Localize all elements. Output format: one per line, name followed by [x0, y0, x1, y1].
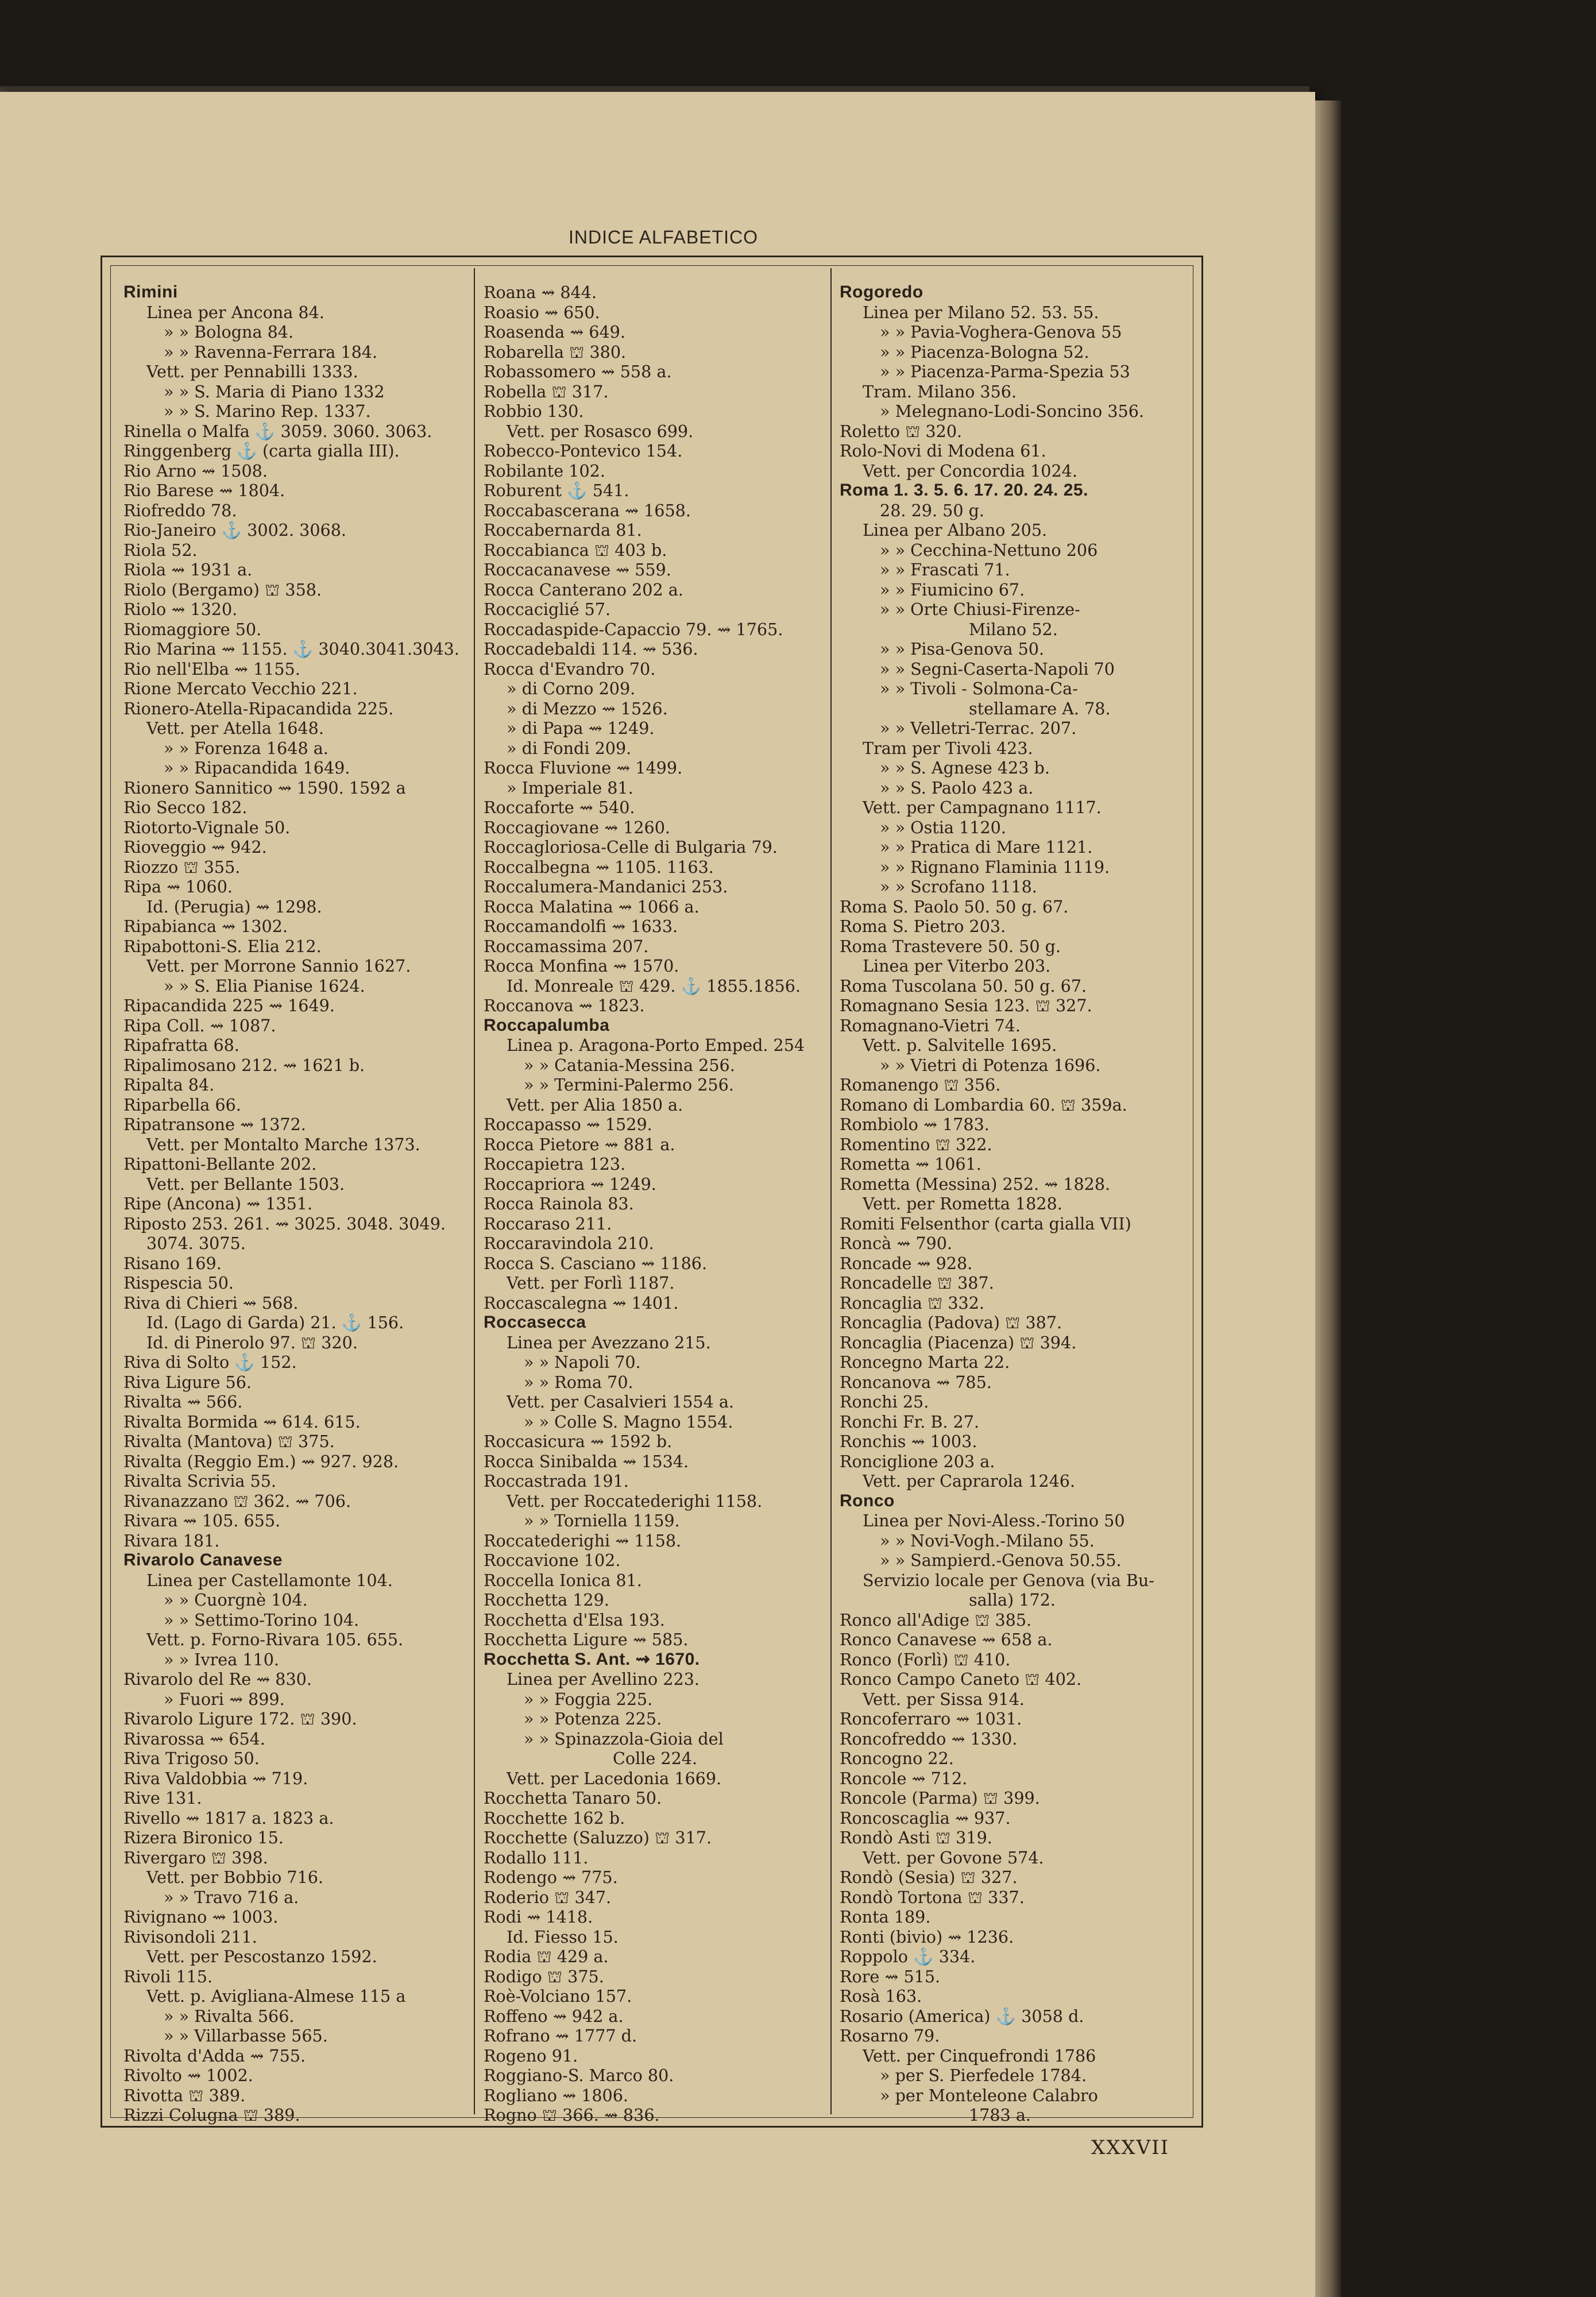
index-entry: Rivotta ⛫ 389. [123, 2085, 246, 2105]
index-entry: Rizzi Colugna ⛫ 389. [123, 2105, 300, 2125]
index-entry: Roana ⇝ 844. [484, 283, 597, 302]
index-entry: Ronco all'Adige ⛫ 385. [840, 1610, 1032, 1630]
index-entry: Vett. p. Avigliana-Almese 115 a [146, 1986, 406, 2006]
index-heading: Roccasecca [484, 1313, 586, 1332]
index-entry: Rio nell'Elba ⇝ 1155. [123, 659, 300, 679]
index-entry: » » Termini-Palermo 256. [524, 1075, 734, 1095]
column-separator [830, 268, 832, 2114]
index-entry: Romano di Lombardia 60. ⛫ 359a. [840, 1095, 1127, 1115]
index-entry: Ripa ⇝ 1060. [123, 877, 233, 896]
index-entry: » » Foggia 225. [524, 1689, 653, 1709]
index-entry: Riva di Solto ⚓ 152. [123, 1352, 297, 1372]
index-entry: » » Pratica di Mare 1121. [880, 837, 1093, 857]
index-entry: Rivarolo Ligure 172. ⛫ 390. [123, 1709, 357, 1728]
index-entry: Servizio locale per Genova (via Bu- [863, 1570, 1154, 1590]
index-entry: Riola 52. [123, 540, 198, 560]
index-entry: » » Scrofano 1118. [880, 877, 1037, 896]
index-heading: Rivarolo Canavese [123, 1550, 283, 1569]
index-entry: Linea per Albano 205. [863, 520, 1048, 540]
index-entry: Ronchis ⇝ 1003. [840, 1432, 977, 1451]
index-entry: Rodengo ⇝ 775. [484, 1867, 618, 1887]
index-entry: Rolo-Novi di Modena 61. [840, 441, 1046, 461]
index-entry: Roma S. Paolo 50. 50 g. 67. [840, 896, 1069, 917]
index-entry: Rivanazzano ⛫ 362. ⇝ 706. [123, 1491, 351, 1511]
index-entry: Rocca Rainola 83. [484, 1194, 634, 1213]
index-entry: Roncaglia (Piacenza) ⛫ 394. [840, 1332, 1077, 1352]
index-entry: » » Forenza 1648 a. [164, 738, 329, 758]
index-entry: Rio Marina ⇝ 1155. ⚓ 3040.3041.3043. [123, 639, 459, 659]
index-entry: Id. (Lago di Garda) 21. ⚓ 156. [146, 1313, 404, 1332]
index-entry: Roccapietra 123. [484, 1154, 626, 1174]
index-entry: Roncadelle ⛫ 387. [840, 1273, 994, 1293]
index-entry: Ripabottoni-S. Elia 212. [123, 936, 322, 956]
index-entry: Rocchetta d'Elsa 193. [484, 1610, 665, 1630]
index-entry: » » Settimo-Torino 104. [164, 1610, 360, 1630]
index-entry: Rogno ⛫ 366. ⇝ 836. [484, 2105, 660, 2125]
index-entry: Roccacanavese ⇝ 559. [484, 560, 671, 579]
index-entry: » » Catania-Messina 256. [524, 1055, 735, 1075]
index-entry: Ronciglione 203 a. [840, 1451, 995, 1471]
index-entry: Rivalta (Reggio Em.) ⇝ 927. 928. [123, 1451, 399, 1471]
index-entry: Riva Valdobbia ⇝ 719. [123, 1768, 308, 1788]
index-entry: Roccapasso ⇝ 1529. [484, 1115, 652, 1134]
index-entry: » » Pavia-Voghera-Genova 55 [880, 322, 1122, 342]
index-entry: Vett. per Montalto Marche 1373. [146, 1134, 420, 1154]
index-entry: Roccadebaldi 114. ⇝ 536. [484, 639, 698, 659]
index-entry: Romiti Felsenthor (carta gialla VII) [840, 1213, 1131, 1233]
index-entry: Romagnano Sesia 123. ⛫ 327. [840, 996, 1092, 1015]
index-entry: Rivolta d'Adda ⇝ 755. [123, 2045, 306, 2066]
index-entry: Roderio ⛫ 347. [484, 1887, 612, 1907]
index-entry: Ronco (Forlì) ⛫ 410. [840, 1649, 1011, 1669]
index-entry: Rofrano ⇝ 1777 d. [484, 2026, 637, 2045]
index-entry: Ripe (Ancona) ⇝ 1351. [123, 1194, 313, 1213]
index-entry: Roccapriora ⇝ 1249. [484, 1174, 656, 1194]
index-entry: Roletto ⛫ 320. [840, 421, 963, 441]
index-entry: Ripa Coll. ⇝ 1087. [123, 1015, 276, 1035]
index-heading: Rocchetta S. Ant. ⇝ 1670. [484, 1649, 700, 1669]
index-entry: » » Ivrea 110. [164, 1649, 280, 1669]
index-entry: Rivisondoli 211. [123, 1927, 257, 1947]
index-entry: Romanengo ⛫ 356. [840, 1075, 1001, 1095]
index-entry: » » Rivalta 566. [164, 2006, 295, 2026]
index-entry: Tram. Milano 356. [863, 381, 1017, 401]
index-entry: Roncoscaglia ⇝ 937. [840, 1808, 1011, 1828]
index-entry: Tram per Tivoli 423. [863, 738, 1033, 758]
index-entry: Roccalbegna ⇝ 1105. 1163. [484, 857, 714, 877]
index-entry: » » Frascati 71. [880, 560, 1010, 579]
index-entry: Roccaforte ⇝ 540. [484, 798, 635, 817]
index-entry: Riposto 253. 261. ⇝ 3025. 3048. 3049. [123, 1213, 446, 1233]
index-entry: Roma Trastevere 50. 50 g. [840, 936, 1061, 956]
index-entry: Rispescia 50. [123, 1273, 234, 1293]
index-entry: Risano 169. [123, 1253, 222, 1273]
index-entry: Ripafratta 68. [123, 1035, 239, 1055]
index-entry: Rore ⇝ 515. [840, 1966, 941, 1986]
index-entry: Rocchette 162 b. [484, 1808, 625, 1828]
index-entry: » » Torniella 1159. [524, 1511, 680, 1530]
index-entry: Ripalta 84. [123, 1075, 215, 1095]
index-entry: » » Piacenza-Parma-Spezia 53 [880, 362, 1130, 381]
index-entry: » » Colle S. Magno 1554. [524, 1412, 733, 1432]
index-entry: Rivello ⇝ 1817 a. 1823 a. [123, 1808, 334, 1828]
index-entry: Roccabascerana ⇝ 1658. [484, 500, 691, 520]
index-entry: » » Roma 70. [524, 1372, 633, 1392]
index-entry: Rocca Pietore ⇝ 881 a. [484, 1134, 675, 1154]
index-entry: Roncanova ⇝ 785. [840, 1372, 992, 1392]
index-entry: Roncaglia (Padova) ⛫ 387. [840, 1313, 1062, 1332]
index-entry: Romentino ⛫ 322. [840, 1134, 992, 1154]
index-entry: » » Ravenna-Ferrara 184. [164, 342, 378, 362]
index-entry: Roccadaspide-Capaccio 79. ⇝ 1765. [484, 619, 783, 639]
index-entry: Roffeno ⇝ 942 a. [484, 2006, 624, 2026]
index-entry: Rivalta Bormida ⇝ 614. 615. [123, 1412, 361, 1432]
index-entry: Roggiano-S. Marco 80. [484, 2066, 674, 2085]
index-entry: Vett. per Atella 1648. [146, 718, 324, 738]
index-entry: Rivalta Scrivia 55. [123, 1471, 276, 1491]
index-entry: Colle 224. [613, 1749, 698, 1768]
index-entry: Vett. per Cinquefrondi 1786 [863, 2045, 1096, 2066]
index-entry: » per Monteleone Calabro [880, 2085, 1098, 2105]
index-entry: Ripabianca ⇝ 1302. [123, 917, 288, 936]
index-entry: Rizera Bironico 15. [123, 1828, 284, 1847]
index-entry: Robilante 102. [484, 461, 605, 481]
index-entry: Roasio ⇝ 650. [484, 302, 600, 322]
index-entry: » » Vietri di Potenza 1696. [880, 1055, 1101, 1075]
index-entry: Ringgenberg ⚓ (carta gialla III). [123, 441, 400, 461]
index-entry: Id. Monreale ⛫ 429. ⚓ 1855.1856. [507, 976, 801, 996]
index-heading: Roma 1. 3. 5. 6. 17. 20. 24. 25. [840, 481, 1088, 500]
index-entry: Roasenda ⇝ 649. [484, 322, 625, 342]
index-entry: Rosà 163. [840, 1986, 922, 2006]
index-entry: Vett. per Casalvieri 1554 a. [507, 1392, 734, 1412]
index-entry: Roncofreddo ⇝ 1330. [840, 1728, 1018, 1749]
index-entry: » » Novi-Vogh.-Milano 55. [880, 1530, 1095, 1550]
index-entry: Rivolto ⇝ 1002. [123, 2066, 253, 2085]
index-entry: Rive 131. [123, 1788, 202, 1808]
index-entry: Roncegno Marta 22. [840, 1352, 1010, 1372]
index-entry: Linea per Castellamonte 104. [146, 1570, 393, 1590]
index-entry: Roccastrada 191. [484, 1471, 629, 1491]
index-entry: » » Napoli 70. [524, 1352, 641, 1372]
index-entry: 1783 a. [969, 2105, 1031, 2125]
index-entry: Robbio 130. [484, 401, 584, 421]
index-entry: Vett. per Morrone Sannio 1627. [146, 956, 411, 976]
index-entry: » » S. Marino Rep. 1337. [164, 401, 371, 421]
index-entry: Vett. per Pescostanzo 1592. [146, 1947, 377, 1966]
index-entry: Riva di Chieri ⇝ 568. [123, 1293, 299, 1313]
index-entry: Linea per Ancona 84. [146, 302, 324, 322]
index-entry: » di Papa ⇝ 1249. [507, 718, 655, 738]
index-entry: Rombiolo ⇝ 1783. [840, 1115, 990, 1134]
index-entry: Vett. per Pennabilli 1333. [146, 362, 358, 381]
book-page-edge [1315, 100, 1341, 2297]
index-entry: Linea per Avellino 223. [507, 1669, 700, 1689]
index-entry: Vett. per Campagnano 1117. [863, 798, 1102, 817]
index-entry: Roccamandolfi ⇝ 1633. [484, 917, 678, 936]
index-entry: Roccagloriosa-Celle di Bulgaria 79. [484, 837, 778, 857]
index-entry: Riolo ⇝ 1320. [123, 600, 238, 619]
index-entry: Rionero Sannitico ⇝ 1590. 1592 a [123, 778, 406, 798]
index-entry: Vett. per Sissa 914. [863, 1689, 1025, 1709]
index-entry: Rocchetta Ligure ⇝ 585. [484, 1630, 689, 1649]
index-entry: Roncoferraro ⇝ 1031. [840, 1709, 1022, 1728]
index-entry: Rocca S. Casciano ⇝ 1186. [484, 1253, 708, 1273]
index-entry: Vett. per Rometta 1828. [863, 1194, 1062, 1213]
index-entry: Roccaciglié 57. [484, 600, 611, 619]
index-entry: Rio Barese ⇝ 1804. [123, 481, 285, 500]
index-entry: Riotorto-Vignale 50. [123, 817, 291, 837]
index-entry: salla) 172. [969, 1590, 1056, 1610]
index-entry: Rondò (Sesia) ⛫ 327. [840, 1867, 1018, 1887]
index-entry: Roncogno 22. [840, 1749, 954, 1768]
index-entry: Ronco Campo Caneto ⛫ 402. [840, 1669, 1082, 1689]
index-entry: » » Ripacandida 1649. [164, 758, 350, 778]
index-entry: Robella ⛫ 317. [484, 381, 609, 401]
index-entry: Roncaglia ⛫ 332. [840, 1293, 984, 1313]
index-entry: Rivara ⇝ 105. 655. [123, 1511, 281, 1530]
index-entry: Rivarossa ⇝ 654. [123, 1728, 265, 1749]
index-entry: Rioveggio ⇝ 942. [123, 837, 267, 857]
index-entry: Ripalimosano 212. ⇝ 1621 b. [123, 1055, 365, 1075]
index-entry: 3074. 3075. [146, 1233, 246, 1253]
index-entry: Vett. per Roccatederighi 1158. [507, 1491, 763, 1511]
index-entry: » » Rignano Flaminia 1119. [880, 857, 1110, 877]
index-entry: Vett. per Bobbio 716. [146, 1867, 324, 1887]
index-entry: Linea per Viterbo 203. [863, 956, 1051, 976]
index-entry: Vett. per Govone 574. [863, 1847, 1044, 1867]
index-entry: 28. 29. 50 g. [880, 500, 984, 520]
index-entry: » di Mezzo ⇝ 1526. [507, 698, 668, 718]
index-entry: Rocchette (Saluzzo) ⛫ 317. [484, 1828, 712, 1847]
index-entry: » » Cecchina-Nettuno 206 [880, 540, 1098, 560]
index-entry: Riva Ligure 56. [123, 1372, 252, 1392]
index-entry: Vett. p. Forno-Rivara 105. 655. [146, 1630, 404, 1649]
index-entry: Rivalta (Mantova) ⛫ 375. [123, 1432, 335, 1451]
index-entry: Roma S. Pietro 203. [840, 917, 1006, 936]
index-entry: Roncà ⇝ 790. [840, 1233, 953, 1253]
index-entry: Vett. per Bellante 1503. [146, 1174, 345, 1194]
index-entry: » Fuori ⇝ 899. [164, 1689, 285, 1709]
index-entry: Rocca Fluvione ⇝ 1499. [484, 758, 683, 778]
index-entry: Roccabernarda 81. [484, 520, 642, 540]
index-entry: Id. (Perugia) ⇝ 1298. [146, 896, 322, 917]
index-entry: Roccabianca ⛫ 403 b. [484, 540, 667, 560]
index-entry: » » S. Elia Pianise 1624. [164, 976, 365, 996]
index-entry: Rondò Tortona ⛫ 337. [840, 1887, 1025, 1907]
index-heading: Roccapalumba [484, 1015, 610, 1035]
index-entry: Ronchi 25. [840, 1392, 929, 1412]
index-entry: Linea per Avezzano 215. [507, 1332, 711, 1352]
index-entry: Rocca Monfina ⇝ 1570. [484, 956, 679, 976]
index-heading: Rogoredo [840, 283, 923, 301]
index-entry: Rocchetta Tanaro 50. [484, 1788, 662, 1808]
index-entry: Roè-Volciano 157. [484, 1986, 632, 2006]
index-entry: Roburent ⚓ 541. [484, 481, 629, 500]
index-entry: Rivergaro ⛫ 398. [123, 1847, 268, 1867]
index-heading: Rimini [123, 283, 178, 301]
index-entry: Rio Arno ⇝ 1508. [123, 461, 268, 481]
index-entry: » » Velletri-Terrac. 207. [880, 718, 1077, 738]
index-entry: Rometta (Messina) 252. ⇝ 1828. [840, 1174, 1111, 1194]
index-entry: Vett. p. Salvitelle 1695. [863, 1035, 1057, 1055]
index-entry: Roccatederighi ⇝ 1158. [484, 1530, 682, 1550]
index-entry: Rio Secco 182. [123, 798, 248, 817]
index-entry: » » Sampierd.-Genova 50.55. [880, 1550, 1122, 1570]
index-entry: Ripattoni-Bellante 202. [123, 1154, 317, 1174]
index-entry: Linea p. Aragona-Porto Emped. 254 [507, 1035, 805, 1055]
index-entry: Vett. per Alia 1850 a. [507, 1095, 683, 1115]
index-entry: Roncade ⇝ 928. [840, 1253, 973, 1273]
index-column-3 [840, 283, 1176, 2125]
index-entry: Robarella ⛫ 380. [484, 342, 627, 362]
index-entry: Vett. per Concordia 1024. [863, 461, 1077, 481]
index-entry: Romagnano-Vietri 74. [840, 1015, 1021, 1035]
index-entry: » per S. Pierfedele 1784. [880, 2066, 1087, 2085]
index-entry: Roccamassima 207. [484, 936, 649, 956]
index-entry: Roncole ⇝ 712. [840, 1768, 968, 1788]
index-entry: Roccella Ionica 81. [484, 1570, 642, 1590]
index-entry: » » S. Paolo 423 a. [880, 778, 1034, 798]
index-entry: stellamare A. 78. [969, 698, 1111, 718]
index-entry: Rosarno 79. [840, 2026, 940, 2045]
index-entry: Ronta 189. [840, 1907, 931, 1927]
index-entry: Roccaravindola 210. [484, 1233, 654, 1253]
index-entry: Rogeno 91. [484, 2045, 578, 2066]
index-entry: » » Potenza 225. [524, 1709, 662, 1728]
index-entry: » Imperiale 81. [507, 778, 633, 798]
index-entry: » Melegnano-Lodi-Soncino 356. [880, 401, 1144, 421]
index-entry: Ronco Canavese ⇝ 658 a. [840, 1630, 1053, 1649]
index-entry: Rinella o Malfa ⚓ 3059. 3060. 3063. [123, 421, 432, 441]
index-entry: Rodi ⇝ 1418. [484, 1907, 593, 1927]
index-entry: Rivara 181. [123, 1530, 220, 1550]
index-entry: Rometta ⇝ 1061. [840, 1154, 981, 1174]
index-entry: » di Fondi 209. [507, 738, 632, 758]
index-entry: » » Ostia 1120. [880, 817, 1006, 837]
index-entry: Rivarolo del Re ⇝ 830. [123, 1669, 312, 1689]
index-entry: Riolo (Bergamo) ⛫ 358. [123, 579, 322, 600]
index-entry: Riparbella 66. [123, 1095, 241, 1115]
index-entry: » » Pisa-Genova 50. [880, 639, 1045, 659]
index-entry: Rocca d'Evandro 70. [484, 659, 656, 679]
index-entry: Roccasicura ⇝ 1592 b. [484, 1432, 673, 1451]
index-entry: » » Bologna 84. [164, 322, 294, 342]
index-entry: Roma Tuscolana 50. 50 g. 67. [840, 976, 1087, 996]
index-entry: » » S. Agnese 423 b. [880, 758, 1050, 778]
index-entry: Rodallo 111. [484, 1847, 589, 1867]
index-column-1 [123, 283, 459, 2125]
index-entry: Milano 52. [969, 619, 1058, 639]
column-separator [474, 268, 475, 2114]
index-entry: » » Tivoli - Solmona-Ca- [880, 679, 1078, 698]
index-entry: Robassomero ⇝ 558 a. [484, 362, 672, 381]
index-entry: » » Travo 716 a. [164, 1887, 299, 1907]
index-entry: » » Piacenza-Bologna 52. [880, 342, 1089, 362]
index-entry: Linea per Novi-Aless.-Torino 50 [863, 1511, 1125, 1530]
index-entry: » » Spinazzola-Gioia del [524, 1728, 724, 1749]
index-entry: Linea per Milano 52. 53. 55. [863, 302, 1099, 322]
index-entry: Rocca Canterano 202 a. [484, 579, 683, 600]
index-entry: » » Cuorgnè 104. [164, 1590, 308, 1610]
index-entry: Ronti (bivio) ⇝ 1236. [840, 1927, 1014, 1947]
index-entry: Roccagiovane ⇝ 1260. [484, 817, 671, 837]
index-entry: Rogliano ⇝ 1806. [484, 2085, 629, 2105]
index-entry: Roccanova ⇝ 1823. [484, 996, 645, 1015]
index-entry: Rocchetta 129. [484, 1590, 609, 1610]
index-heading: Ronco [840, 1491, 895, 1510]
index-entry: Riozzo ⛫ 355. [123, 857, 241, 877]
index-entry: Roccalumera-Mandanici 253. [484, 877, 728, 896]
index-entry: Robecco-Pontevico 154. [484, 441, 683, 461]
index-entry: Rione Mercato Vecchio 221. [123, 679, 358, 698]
index-entry: Rionero-Atella-Ripacandida 225. [123, 698, 394, 718]
index-entry: Roccaraso 211. [484, 1213, 612, 1233]
index-entry: Riomaggiore 50. [123, 619, 262, 639]
index-entry: Roccavione 102. [484, 1550, 621, 1570]
index-entry: Riofreddo 78. [123, 500, 237, 520]
index-entry: Rio-Janeiro ⚓ 3002. 3068. [123, 520, 347, 540]
index-entry: Roncole (Parma) ⛫ 399. [840, 1788, 1040, 1808]
index-entry: Roccascalegna ⇝ 1401. [484, 1293, 679, 1313]
index-entry: Vett. per Lacedonia 1669. [507, 1768, 722, 1788]
index-entry: Roppolo ⚓ 334. [840, 1947, 976, 1966]
index-entry: Rocca Malatina ⇝ 1066 a. [484, 896, 700, 917]
index-entry: Rivoli 115. [123, 1966, 213, 1986]
index-entry: Id. di Pinerolo 97. ⛫ 320. [146, 1332, 358, 1352]
index-entry: Rodigo ⛫ 375. [484, 1966, 604, 1986]
index-entry: Vett. per Caprarola 1246. [863, 1471, 1076, 1491]
index-entry: » di Corno 209. [507, 679, 636, 698]
index-column-2 [484, 283, 820, 2125]
index-entry: Riva Trigoso 50. [123, 1749, 260, 1768]
index-entry: Ripacandida 225 ⇝ 1649. [123, 996, 335, 1015]
index-entry: Id. Fiesso 15. [507, 1927, 619, 1947]
index-entry: Rodia ⛫ 429 a. [484, 1947, 609, 1966]
index-entry: Rivalta ⇝ 566. [123, 1392, 243, 1412]
index-entry: » » S. Maria di Piano 1332 [164, 381, 385, 401]
index-entry: » » Orte Chiusi-Firenze- [880, 600, 1080, 619]
index-entry: Ripatransone ⇝ 1372. [123, 1115, 306, 1134]
index-entry: Rosario (America) ⚓ 3058 d. [840, 2006, 1084, 2026]
index-entry: Riola ⇝ 1931 a. [123, 560, 253, 579]
index-entry: Vett. per Forlì 1187. [507, 1273, 675, 1293]
index-entry: » » Villarbasse 565. [164, 2026, 328, 2045]
page-header: INDICE ALFABETICO [569, 227, 758, 248]
index-entry: Rivignano ⇝ 1003. [123, 1907, 279, 1927]
index-entry: » » Segni-Caserta-Napoli 70 [880, 659, 1115, 679]
index-entry: » » Fiumicino 67. [880, 579, 1025, 600]
index-entry: Rondò Asti ⛫ 319. [840, 1828, 992, 1847]
page-number: XXXVII [1091, 2136, 1170, 2159]
index-entry: Ronchi Fr. B. 27. [840, 1412, 980, 1432]
index-entry: Vett. per Rosasco 699. [507, 421, 694, 441]
index-entry: Rocca Sinibalda ⇝ 1534. [484, 1451, 689, 1471]
